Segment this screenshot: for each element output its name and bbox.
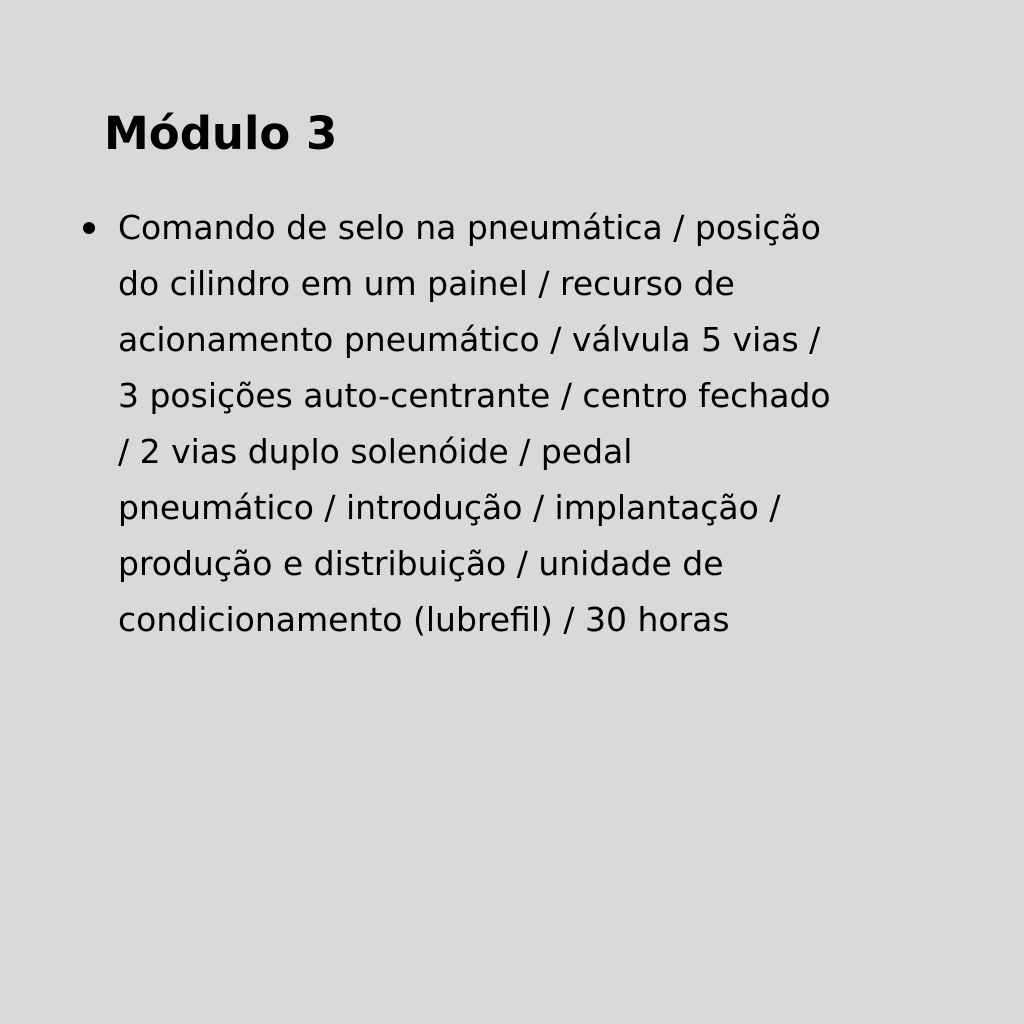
list-item-line-3: acionamento pneumático / válvula 5 vias / (118, 320, 821, 359)
list-item-line-7: produção e distribuição / unidade de (118, 544, 724, 583)
list-item-line-1: Comando de selo na pneumática / posição (118, 208, 821, 247)
list-item-line-2: do cilindro em um painel / recurso de (118, 264, 735, 303)
list-item-line-6: pneumático / introdução / implantação / (118, 488, 781, 527)
module-topics-list (0, 200, 938, 648)
list-item-line-5: / 2 vias duplo solenóide / pedal (118, 432, 633, 471)
bullet-icon (83, 222, 95, 234)
page-title: Módulo 3 (104, 107, 338, 160)
list-item (0, 200, 938, 648)
list-item-line-4: 3 posições auto-centrante / centro fechado (118, 376, 831, 415)
list-item-line-8: condicionamento (lubrefil) / 30 horas (118, 600, 730, 639)
